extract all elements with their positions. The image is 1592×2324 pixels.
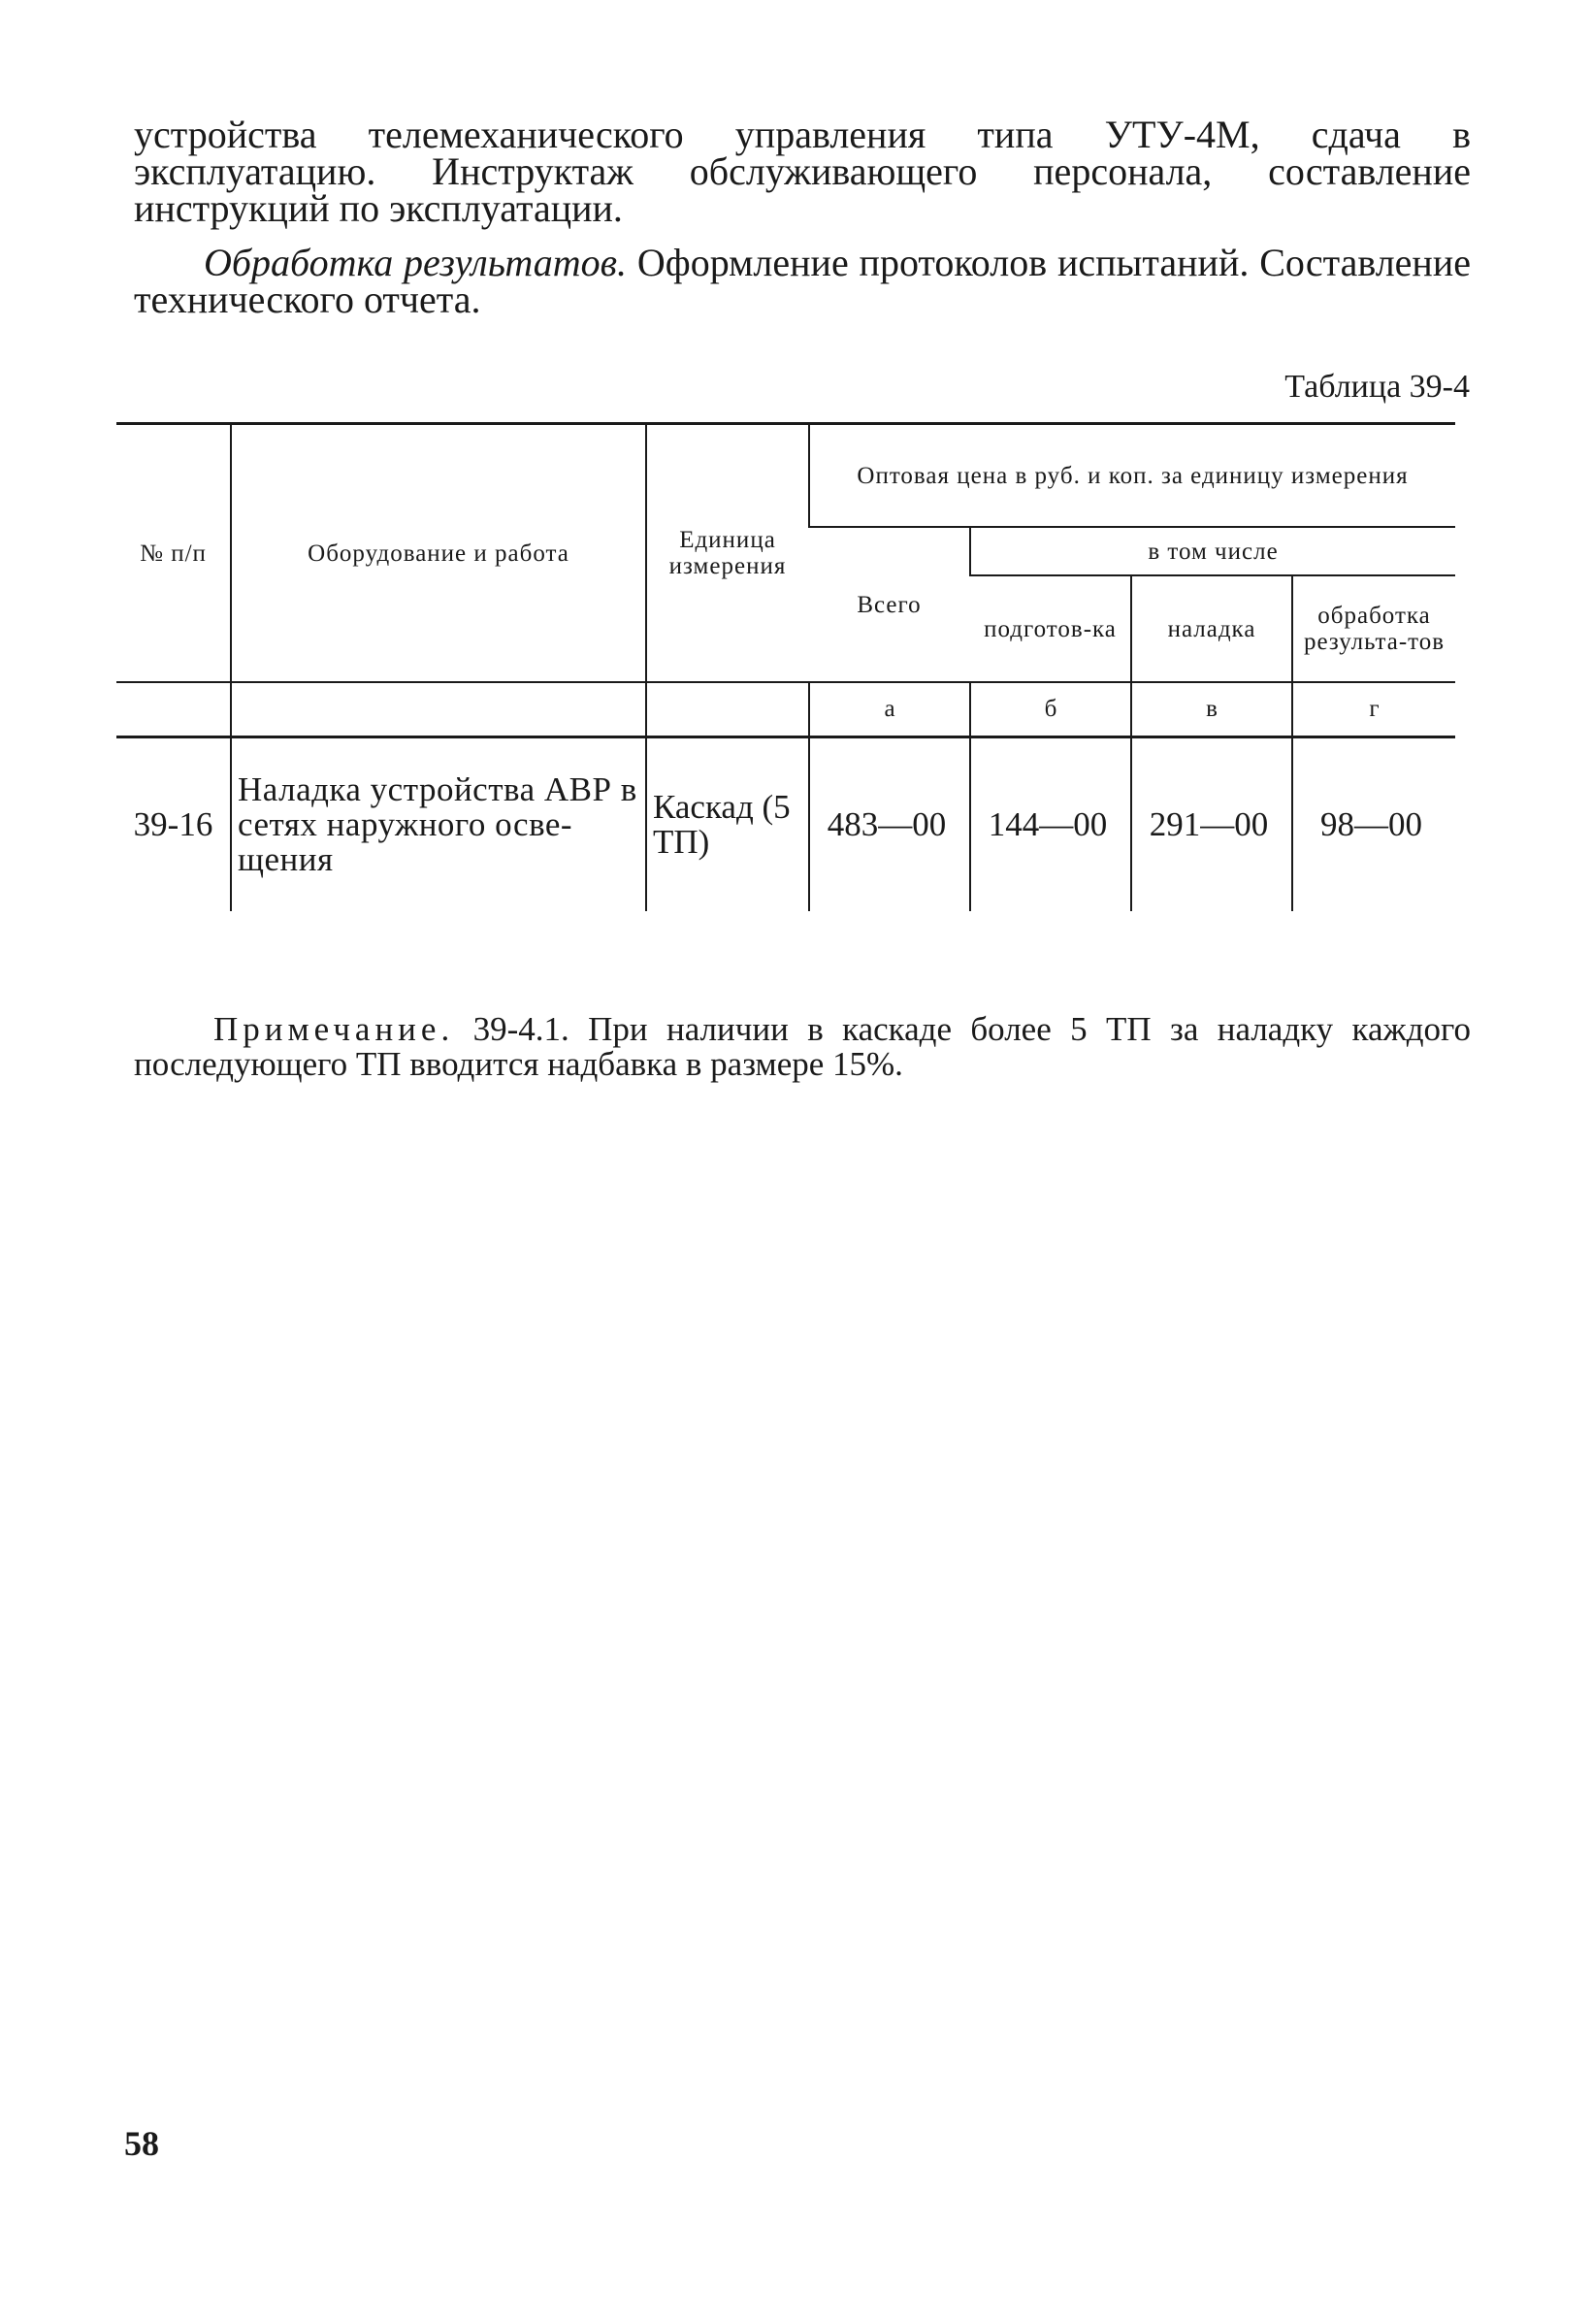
note-text: 39-4.1. При наличии в каскаде более 5 ТП за наладку каждого последующего ТП вводится надбавка в размере 15%. bbox=[134, 1010, 1471, 1083]
cell-work: Наладка устройства АВР в сетях наружного осве-щения bbox=[231, 737, 646, 912]
col-letter-a: а bbox=[809, 682, 970, 737]
header-unit: Единица измерения bbox=[646, 424, 809, 683]
cell-processing: 98—00 bbox=[1292, 737, 1455, 912]
cell-num: 39-16 bbox=[133, 805, 213, 843]
col-letter-v: в bbox=[1131, 682, 1292, 737]
cell-unit: Каскад (5 ТП) bbox=[646, 737, 809, 912]
paragraph-processing-heading: Обработка результатов. bbox=[204, 241, 628, 284]
cell-total: 483—00 bbox=[809, 737, 970, 912]
table-caption: Таблица 39-4 bbox=[1284, 369, 1470, 405]
header-prep: подготов-ка bbox=[970, 575, 1131, 682]
header-price-group: Оптовая цена в руб. и коп. за единицу измерения bbox=[809, 424, 1455, 528]
header-num: № п/п bbox=[140, 540, 207, 567]
cell-prep: 144—00 bbox=[970, 737, 1131, 912]
note-label: Примечание. bbox=[213, 1010, 455, 1048]
paragraph-processing-text: Оформление протоколов испытаний. Составление технического отчета. bbox=[134, 241, 1471, 321]
header-setup: наладка bbox=[1131, 575, 1292, 682]
header-total: Всего bbox=[809, 527, 970, 682]
page-number: 58 bbox=[124, 2124, 159, 2163]
table-row bbox=[116, 737, 1455, 912]
col-letter-b: б bbox=[970, 682, 1131, 737]
table-note bbox=[134, 1012, 1471, 1082]
paragraph-processing bbox=[134, 241, 1471, 321]
cell-setup: 291—00 bbox=[1131, 737, 1292, 912]
header-processing: обработка результа-тов bbox=[1292, 575, 1455, 682]
col-letter-g: г bbox=[1292, 682, 1455, 737]
paragraph-continuation: устройства телемеханического управления типа УТУ-4М, сдача в эксплуатацию. Инструктаж обслуживающего персонала, составление инструкций по эксплуатации. bbox=[134, 113, 1471, 230]
header-work: Оборудование и работа bbox=[231, 424, 646, 683]
price-table bbox=[116, 422, 1455, 911]
header-including: в том числе bbox=[970, 527, 1455, 575]
